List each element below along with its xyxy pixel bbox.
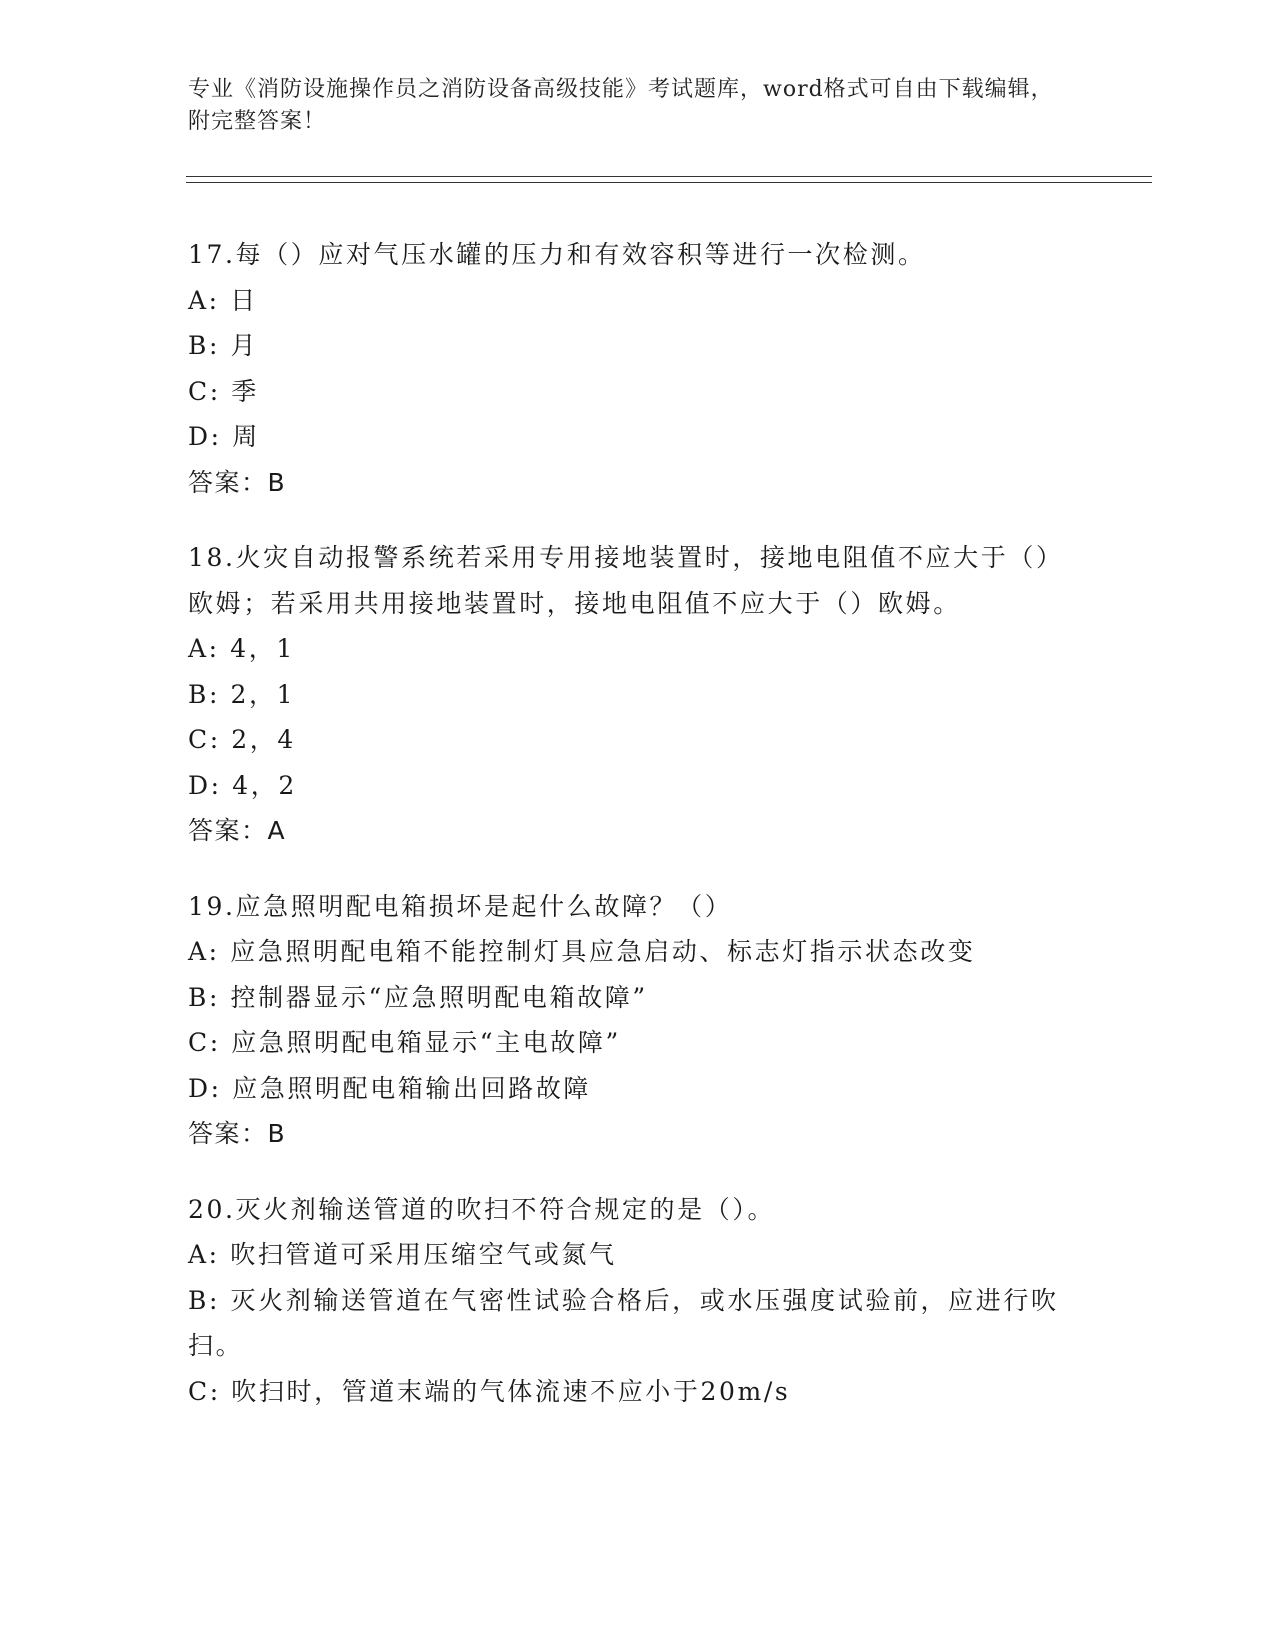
question-stem: 17.每（）应对气压水罐的压力和有效容积等进行一次检测。 bbox=[188, 240, 926, 269]
header-divider-top bbox=[186, 176, 1152, 177]
question-stem: 19.应急照明配电箱损坏是起什么故障？（） bbox=[188, 891, 733, 921]
question-list bbox=[188, 232, 1088, 1444]
question-stem: 18.火灾自动报警系统若采用专用接地装置时，接地电阻值不应大于（）欧姆；若采用共用接地装置时，接地电阻值不应大于（）欧姆。 bbox=[188, 543, 1064, 618]
option-c: C: 应急照明配电箱显示“主电故障” bbox=[188, 1028, 621, 1057]
document-header: 专业《消防设施操作员之消防设备高级技能》考试题库，word格式可自由下载编辑，附完整答案！ bbox=[188, 77, 1054, 134]
question-19 bbox=[188, 884, 1088, 1157]
option-d: D: 周 bbox=[188, 422, 260, 451]
option-a: A: 4，1 bbox=[188, 634, 295, 663]
option-b: B: 控制器显示“应急照明配电箱故障” bbox=[188, 982, 648, 1012]
option-b: B: 2，1 bbox=[188, 679, 296, 709]
header-divider-bottom bbox=[186, 182, 1152, 183]
option-b: B: 灭火剂输送管道在气密性试验合格后，或水压强度试验前，应进行吹扫。 bbox=[188, 1285, 1059, 1360]
option-a: A: 应急照明配电箱不能控制灯具应急启动、标志灯指示状态改变 bbox=[188, 937, 976, 966]
option-c: C: 季 bbox=[188, 376, 259, 406]
answer-label: 答案：B bbox=[188, 467, 287, 497]
option-c: C: 2，4 bbox=[188, 725, 296, 754]
question-18 bbox=[188, 535, 1088, 854]
question-20 bbox=[188, 1187, 1088, 1415]
option-b: B: 月 bbox=[188, 331, 259, 360]
option-c: C: 吹扫时，管道末端的气体流速不应小于20m/s bbox=[188, 1376, 791, 1406]
question-17 bbox=[188, 232, 1088, 505]
option-d: D: 4，2 bbox=[188, 770, 297, 800]
question-stem: 20.灭火剂输送管道的吹扫不符合规定的是（）。 bbox=[188, 1194, 776, 1224]
answer-label: 答案：B bbox=[188, 1119, 287, 1148]
option-a: A: 日 bbox=[188, 285, 258, 315]
option-a: A: 吹扫管道可采用压缩空气或氮气 bbox=[188, 1240, 617, 1269]
option-d: D: 应急照明配电箱输出回路故障 bbox=[188, 1073, 592, 1103]
answer-label: 答案：A bbox=[188, 816, 287, 845]
